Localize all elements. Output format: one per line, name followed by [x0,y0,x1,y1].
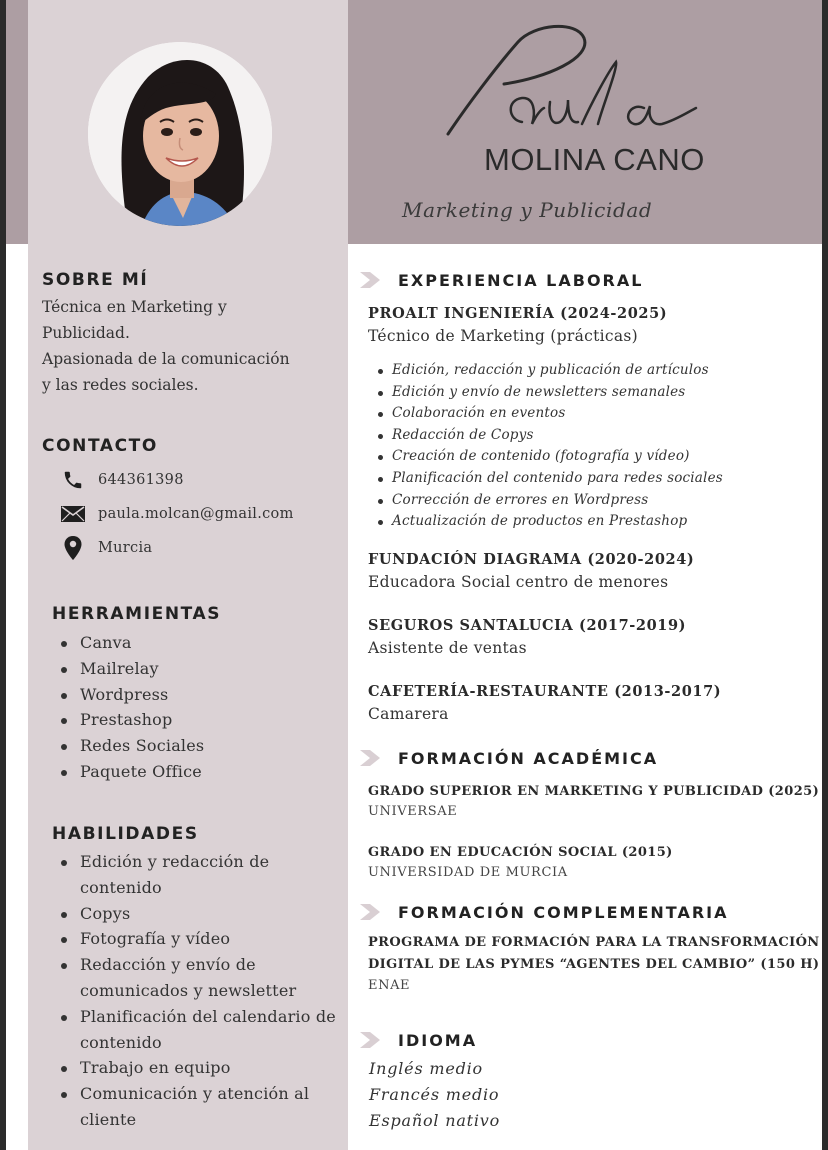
location-pin-icon [60,535,86,561]
chevron-right-icon [358,748,384,768]
about-line: Publicidad. [42,324,130,342]
about-line: y las redes sociales. [42,376,199,394]
list-item: Redacción y envío de comunicados y newsletter [58,952,338,1004]
list-item: Paquete Office [58,759,338,785]
about-line: Técnica en Marketing y [42,298,227,316]
location-text: Murcia [98,540,153,556]
list-item: Prestashop [58,707,338,733]
list-item: Actualización de productos en Prestashop [376,511,723,533]
list-item: Planificación del contenido para redes sociales [376,468,723,490]
job-position: Camarera [368,705,449,723]
contact-email [60,500,294,528]
course-title-line: DIGITAL DE LAS PYMES “AGENTES DEL CAMBIO” (150 H) [368,957,820,972]
list-item: Comunicación y atención al cliente [58,1081,338,1133]
professional-role: Marketing y Publicidad [402,198,653,222]
language-item: Español nativo [369,1111,501,1130]
list-item: Edición y redacción de contenido [58,849,338,901]
job-duties-list [376,360,723,533]
list-item: Edición y envío de newsletters semanales [376,382,723,404]
surname: MOLINA CANO [484,142,705,177]
chevron-right-icon [358,1030,384,1050]
course-school: ENAE [368,978,411,993]
complementary-header [358,900,728,924]
envelope-icon [60,501,86,527]
list-item: Corrección de errores en Wordpress [376,490,723,512]
first-name-script [426,12,726,152]
job-company: SEGUROS SANTALUCIA (2017-2019) [368,617,687,634]
list-item: Redacción de Copys [376,425,723,447]
skills-list [58,849,338,1133]
portrait-illustration [88,42,272,226]
list-item: Edición, redacción y publicación de artículos [376,360,723,382]
phone-icon [60,467,86,493]
degree-school: UNIVERSIDAD DE MURCIA [368,865,568,880]
email-address[interactable]: paula.molcan@gmail.com [98,506,294,522]
contact-title: CONTACTO [42,436,158,456]
job-position: Asistente de ventas [368,639,527,657]
job-position: Técnico de Marketing (prácticas) [368,327,639,345]
list-item: Fotografía y vídeo [58,926,338,952]
job-position: Educadora Social centro de menores [368,573,669,591]
list-item: Mailrelay [58,656,338,682]
languages-header [358,1028,477,1052]
complementary-title: FORMACIÓN COMPLEMENTARIA [398,902,729,922]
list-item: Planificación del calendario de contenido [58,1004,338,1056]
list-item: Creación de contenido (fotografía y vídeo) [376,446,723,468]
tools-title: HERRAMIENTAS [52,604,222,624]
degree-title: GRADO SUPERIOR EN MARKETING Y PUBLICIDAD (2025) [368,784,820,799]
signature-lettering [426,12,726,152]
degree-school: UNIVERSAE [368,804,458,819]
about-title: SOBRE MÍ [42,270,149,290]
course-title-line: PROGRAMA DE FORMACIÓN PARA LA TRANSFORMACIÓN [368,935,820,950]
about-text [42,294,342,398]
tools-list [58,630,338,785]
education-title: FORMACIÓN ACADÉMICA [398,748,659,768]
chevron-right-icon [358,902,384,922]
profile-photo [88,42,272,226]
list-item: Wordpress [58,682,338,708]
phone-number[interactable]: 644361398 [98,472,184,488]
job-company: PROALT INGENIERÍA (2024-2025) [368,305,668,322]
list-item: Redes Sociales [58,733,338,759]
job-company: FUNDACIÓN DIAGRAMA (2020-2024) [368,551,695,568]
skills-title: HABILIDADES [52,824,199,844]
job-company: CAFETERÍA-RESTAURANTE (2013-2017) [368,683,722,700]
education-header [358,746,658,770]
degree-title: GRADO EN EDUCACIÓN SOCIAL (2015) [368,845,673,860]
language-item: Inglés medio [369,1059,483,1078]
languages-title: IDIOMA [398,1030,478,1050]
about-line: Apasionada de la comunicación [42,350,290,368]
list-item: Copys [58,901,338,927]
experience-title: EXPERIENCIA LABORAL [398,270,644,290]
contact-phone [60,466,184,494]
contact-location [60,534,152,562]
chevron-right-icon [358,270,384,290]
resume-page [6,0,822,1150]
experience-header [358,268,643,292]
language-item: Francés medio [369,1085,500,1104]
list-item: Trabajo en equipo [58,1055,338,1081]
list-item: Canva [58,630,338,656]
list-item: Colaboración en eventos [376,403,723,425]
